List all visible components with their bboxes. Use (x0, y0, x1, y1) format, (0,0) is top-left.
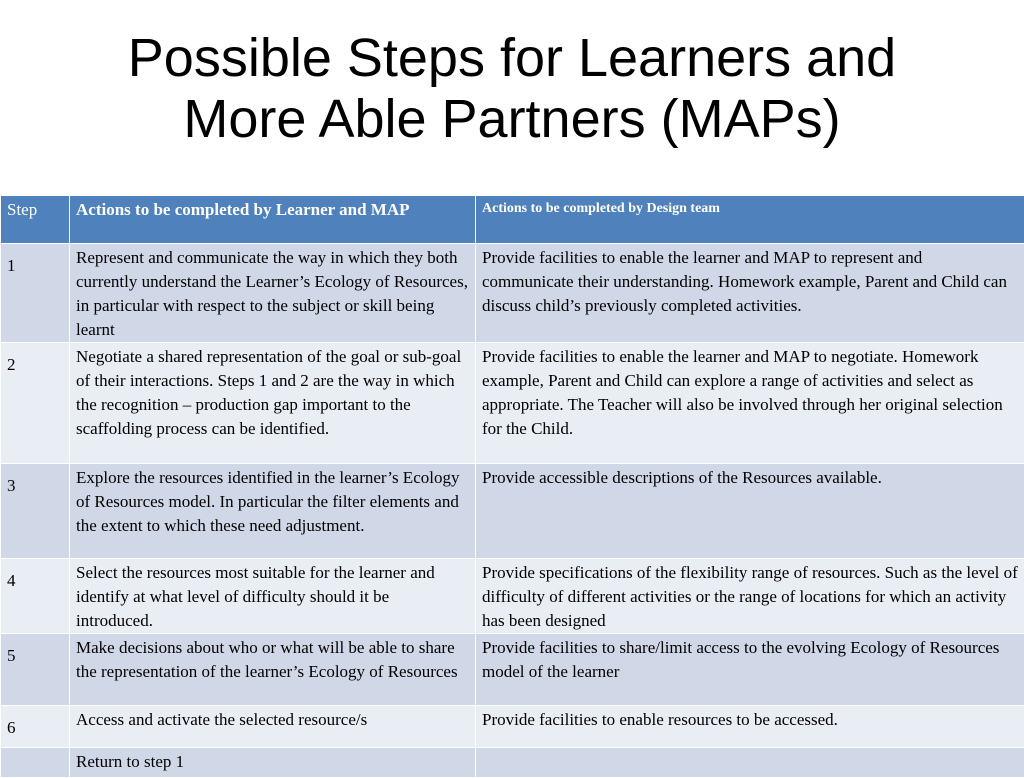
step-number: 4 (1, 559, 70, 634)
step-number: 2 (1, 343, 70, 464)
learner-action-cell: Make decisions about who or what will be able to share the representation of the learner’s Ecology of Resources (70, 634, 476, 706)
table-row (1, 634, 1024, 706)
design-action-cell: Provide accessible descriptions of the Resources available. (476, 464, 1024, 559)
table-row (1, 748, 1024, 778)
learner-action-cell: Explore the resources identified in the learner’s Ecology of Resources model. In particular the filter elements and the extent to which these need adjustment. (70, 464, 476, 559)
learner-action-cell: Negotiate a shared representation of the goal or sub-goal of their interactions. Steps 1 and 2 are the way in which the recognition – production gap important to the scaffolding process can be identified. (70, 343, 476, 464)
design-action-cell: Provide specifications of the flexibility range of resources. Such as the level of difficulty of different activities or the range of locations for which an activity has been designed (476, 559, 1024, 634)
step-number: 6 (1, 706, 70, 748)
learner-action-cell: Return to step 1 (70, 748, 476, 778)
table-header-row (1, 196, 1024, 244)
header-learner-actions: Actions to be completed by Learner and MAP (70, 196, 476, 244)
header-step: Step (1, 196, 70, 244)
table-row (1, 464, 1024, 559)
step-number: 3 (1, 464, 70, 559)
design-action-cell: Provide facilities to enable resources to be accessed. (476, 706, 1024, 748)
steps-table (0, 195, 1024, 778)
slide-title (0, 28, 1024, 150)
design-action-cell (476, 748, 1024, 778)
design-action-cell: Provide facilities to share/limit access to the evolving Ecology of Resources model of the learner (476, 634, 1024, 706)
step-number (1, 748, 70, 778)
table-header (1, 196, 1024, 244)
table-row (1, 559, 1024, 634)
slide-title-line-1: Possible Steps for Learners and (0, 28, 1024, 89)
learner-action-cell: Select the resources most suitable for the learner and identify at what level of difficulty should it be introduced. (70, 559, 476, 634)
learner-action-cell: Represent and communicate the way in which they both currently understand the Learner’s Ecology of Resources, in particular with respect to the subject or skill being learnt (70, 244, 476, 343)
slide-title-line-2: More Able Partners (MAPs) (0, 89, 1024, 150)
table-row (1, 244, 1024, 343)
table-row (1, 343, 1024, 464)
header-design-actions: Actions to be completed by Design team (476, 196, 1024, 244)
step-number: 1 (1, 244, 70, 343)
table-row (1, 706, 1024, 748)
design-action-cell: Provide facilities to enable the learner and MAP to represent and communicate their understanding. Homework example, Parent and Child can discuss child’s previously completed activities. (476, 244, 1024, 343)
learner-action-cell: Access and activate the selected resource/s (70, 706, 476, 748)
step-number: 5 (1, 634, 70, 706)
design-action-cell: Provide facilities to enable the learner and MAP to negotiate. Homework example, Parent and Child can explore a range of activities and select as appropriate. The Teacher will also be involved through her original selection for the Child. (476, 343, 1024, 464)
